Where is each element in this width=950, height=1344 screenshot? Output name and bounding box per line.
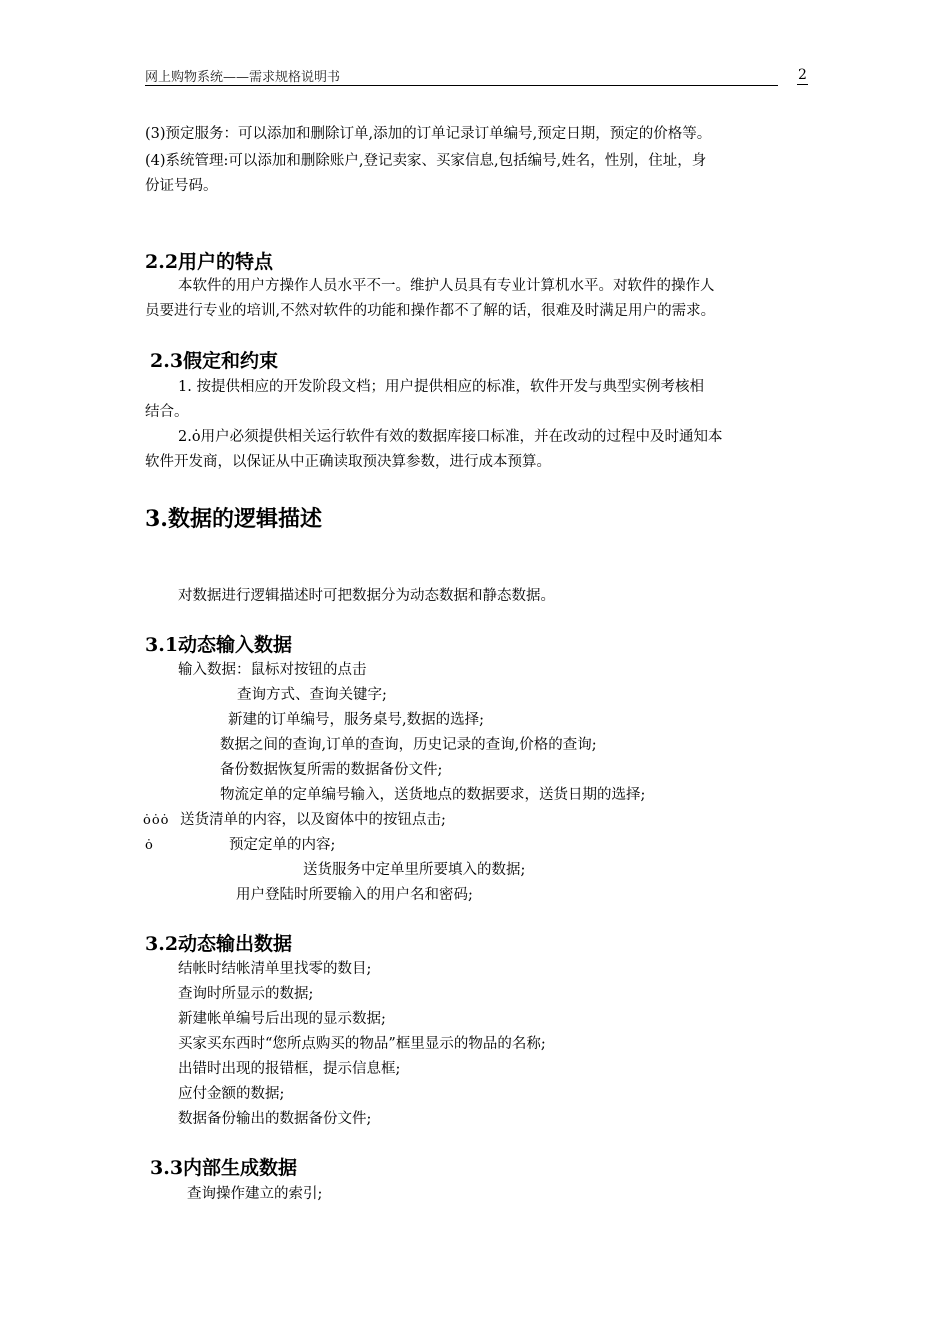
paragraph-line: 本软件的用户方操作人员水平不一。维护人员具有专业计算机水平。对软件的操作人 [178,278,715,294]
paragraph-line: 结合。 [145,404,189,420]
header-title: 网上购物系统——需求规格说明书 [145,70,341,85]
stray-marker: ȯ [145,838,154,853]
page-number: 2 [798,67,807,83]
section-heading-2-3: 2.3假定和约束 [150,350,279,372]
list-item: 查询操作建立的索引; [187,1186,323,1202]
paragraph-line: 2.ȯ用户必须提供相关运行软件有效的数据库接口标准，并在改动的过程中及时通知本 [178,429,723,445]
list-item: 新建的订单编号，服务桌号,数据的选择; [228,712,484,728]
header-rule [145,85,778,86]
list-item: 预定定单的内容; [229,837,336,853]
list-item: 数据备份输出的数据备份文件; [178,1111,372,1127]
list-item: 查询方式、查询关键字; [237,687,387,703]
intro-line: (4)系统管理:可以添加和删除账户,登记卖家、买家信息,包括编号,姓名，性别，住址，身 [145,153,707,169]
list-item: 送货清单的内容，以及窗体中的按钮点击; [180,812,446,828]
paragraph-line: 1. 按提供相应的开发阶段文档；用户提供相应的标准，软件开发与典型实例考核相 [178,379,704,395]
section-heading-3-2: 3.2动态输出数据 [145,933,293,955]
section-heading-3: 3.数据的逻辑描述 [145,506,322,532]
paragraph-line: 员要进行专业的培训,不然对软件的功能和操作都不了解的话，很难及时满足用户的需求。 [145,303,716,319]
intro-line: (3)预定服务：可以添加和删除订单,添加的订单记录订单编号,预定日期，预定的价格等。 [145,126,712,142]
section-heading-3-1: 3.1动态输入数据 [145,634,293,656]
list-item: 物流定单的定单编号输入，送货地点的数据要求，送货日期的选择; [220,787,646,803]
section-heading-3-3: 3.3内部生成数据 [150,1157,298,1179]
list-item: 用户登陆时所要输入的用户名和密码; [236,887,473,903]
list-item: 新建帐单编号后出现的显示数据; [178,1011,386,1027]
intro-line: 份证号码。 [145,178,218,194]
list-item: 结帐时结帐清单里找零的数目; [178,961,372,977]
list-item: 备份数据恢复所需的数据备份文件; [220,762,443,778]
list-item: 数据之间的查询,订单的查询，历史记录的查询,价格的查询; [220,737,597,753]
section-heading-2-2: 2.2用户的特点 [145,251,274,273]
stray-marker: ȯȯȯ [143,813,170,828]
list-item: 应付金额的数据; [178,1086,285,1102]
list-item: 输入数据：鼠标对按钮的点击 [178,662,367,678]
list-item: 查询时所显示的数据; [178,986,314,1002]
paragraph-line: 软件开发商，以保证从中正确读取预决算参数，进行成本预算。 [145,454,551,470]
list-item: 送货服务中定单里所要填入的数据; [303,862,526,878]
list-item: 买家买东西时“您所点购买的物品”框里显示的物品的名称; [178,1036,546,1052]
list-item: 出错时出现的报错框，提示信息框; [178,1061,401,1077]
paragraph-line: 对数据进行逻辑描述时可把数据分为动态数据和静态数据。 [178,588,555,604]
